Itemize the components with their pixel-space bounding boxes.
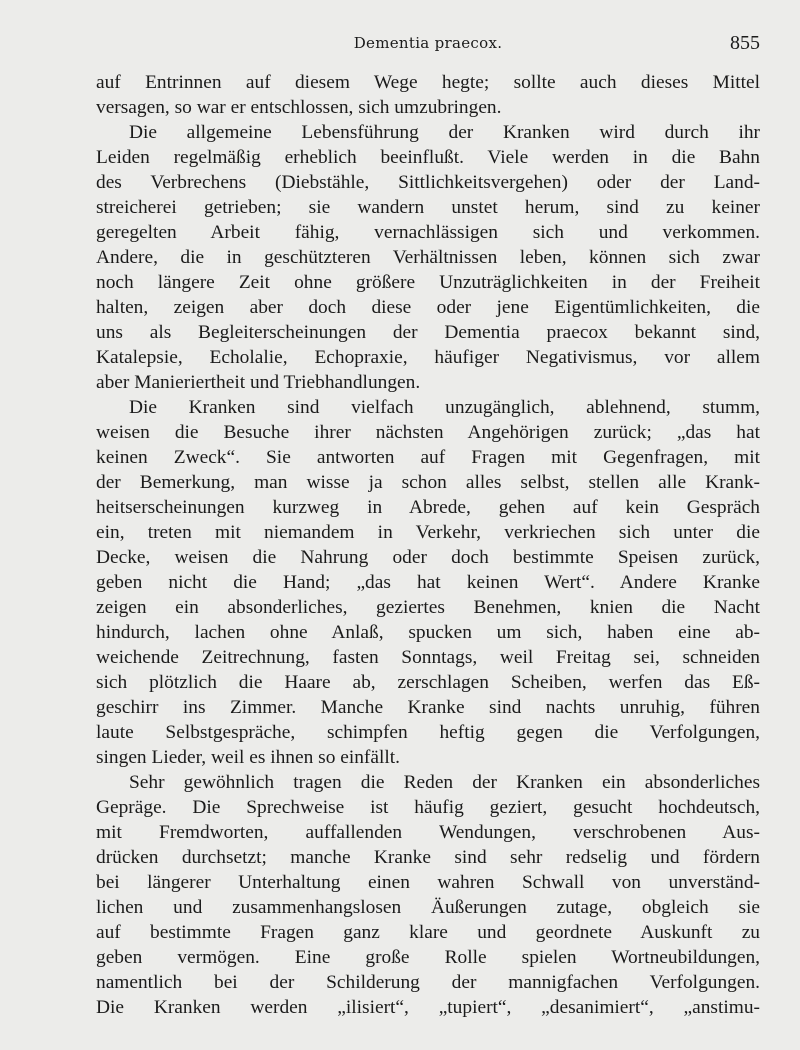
- text-line: weisen die Besuche ihrer nächsten Angehörigen zurück; „das hat: [96, 422, 760, 443]
- text-line: geregelten Arbeit fähig, vernachlässigen sich und verkommen.: [96, 222, 760, 243]
- text-line: auf Entrinnen auf diesem Wege hegte; sollte auch dieses Mittel: [96, 72, 760, 93]
- text-line: namentlich bei der Schilderung der mannigfachen Verfolgungen.: [96, 972, 760, 993]
- text-line: Andere, die in geschützteren Verhältnissen leben, können sich zwar: [96, 247, 760, 268]
- page-header: [96, 30, 760, 58]
- body-text: [96, 70, 760, 1020]
- text-line: auf bestimmte Fragen ganz klare und geordnete Auskunft zu: [96, 922, 760, 943]
- text-line: geschirr ins Zimmer. Manche Kranke sind nachts unruhig, führen: [96, 697, 760, 718]
- running-title: Dementia praecox.: [353, 34, 503, 52]
- text-line: geben nicht die Hand; „das hat keinen Wert“. Andere Kranke: [96, 572, 760, 593]
- text-line: des Verbrechens (Diebstähle, Sittlichkeitsvergehen) oder der Land-: [96, 172, 760, 193]
- text-line: Leiden regelmäßig erheblich beeinflußt. Viele werden in die Bahn: [96, 147, 760, 168]
- text-line: weichende Zeitrechnung, fasten Sonntags, weil Freitag sei, schneiden: [96, 647, 760, 668]
- text-line: der Bemerkung, man wisse ja schon alles selbst, stellen alle Krank-: [96, 472, 760, 493]
- text-line: geben vermögen. Eine große Rolle spielen Wortneubildungen,: [96, 947, 760, 968]
- text-line: aber Manieriertheit und Triebhandlungen.: [96, 372, 421, 393]
- text-line: Die allgemeine Lebensführung der Kranken wird durch ihr: [129, 122, 760, 143]
- text-line: Sehr gewöhnlich tragen die Reden der Kranken ein absonderliches: [129, 772, 760, 793]
- text-line: Katalepsie, Echolalie, Echopraxie, häufiger Negativismus, vor allem: [96, 347, 760, 368]
- text-line: Die Kranken werden „ilisiert“, „tupiert“, „desanimiert“, „anstimu-: [96, 997, 760, 1018]
- text-line: heitserscheinungen kurzweg in Abrede, gehen auf kein Gespräch: [96, 497, 760, 518]
- paragraph: [96, 395, 760, 770]
- text-line: versagen, so war er entschlossen, sich umzubringen.: [96, 97, 502, 118]
- text-line: streicherei getrieben; sie wandern unstet herum, sind zu keiner: [96, 197, 760, 218]
- paragraph: [96, 120, 760, 395]
- text-line: noch längere Zeit ohne größere Unzuträglichkeiten in der Freiheit: [96, 272, 760, 293]
- text-line: drücken durchsetzt; manche Kranke sind sehr redselig und fördern: [96, 847, 760, 868]
- text-line: ein, treten mit niemandem in Verkehr, verkriechen sich unter die: [96, 522, 760, 543]
- text-line: Die Kranken sind vielfach unzugänglich, ablehnend, stumm,: [129, 397, 760, 418]
- text-line: keinen Zweck“. Sie antworten auf Fragen mit Gegenfragen, mit: [96, 447, 760, 468]
- text-line: uns als Begleiterscheinungen der Dementia praecox bekannt sind,: [96, 322, 760, 343]
- text-line: Gepräge. Die Sprechweise ist häufig geziert, gesucht hochdeutsch,: [96, 797, 760, 818]
- text-line: laute Selbstgespräche, schimpfen heftig gegen die Verfolgungen,: [96, 722, 760, 743]
- text-line: sich plötzlich die Haare ab, zerschlagen Scheiben, werfen das Eß-: [96, 672, 760, 693]
- text-line: hindurch, lachen ohne Anlaß, spucken um sich, haben eine ab-: [96, 622, 760, 643]
- text-line: mit Fremdworten, auffallenden Wendungen, verschrobenen Aus-: [96, 822, 760, 843]
- text-line: lichen und zusammenhangslosen Äußerungen zutage, obgleich sie: [96, 897, 760, 918]
- paragraph: [96, 70, 760, 120]
- text-line: zeigen ein absonderliches, geziertes Benehmen, knien die Nacht: [96, 597, 760, 618]
- text-line: halten, zeigen aber doch diese oder jene Eigentümlichkeiten, die: [96, 297, 760, 318]
- paragraph: [96, 770, 760, 1020]
- text-line: bei längerer Unterhaltung einen wahren Schwall von unverständ-: [96, 872, 760, 893]
- page-number: 855: [730, 32, 760, 54]
- text-line: singen Lieder, weil es ihnen so einfällt.: [96, 747, 401, 768]
- text-line: Decke, weisen die Nahrung oder doch bestimmte Speisen zurück,: [96, 547, 760, 568]
